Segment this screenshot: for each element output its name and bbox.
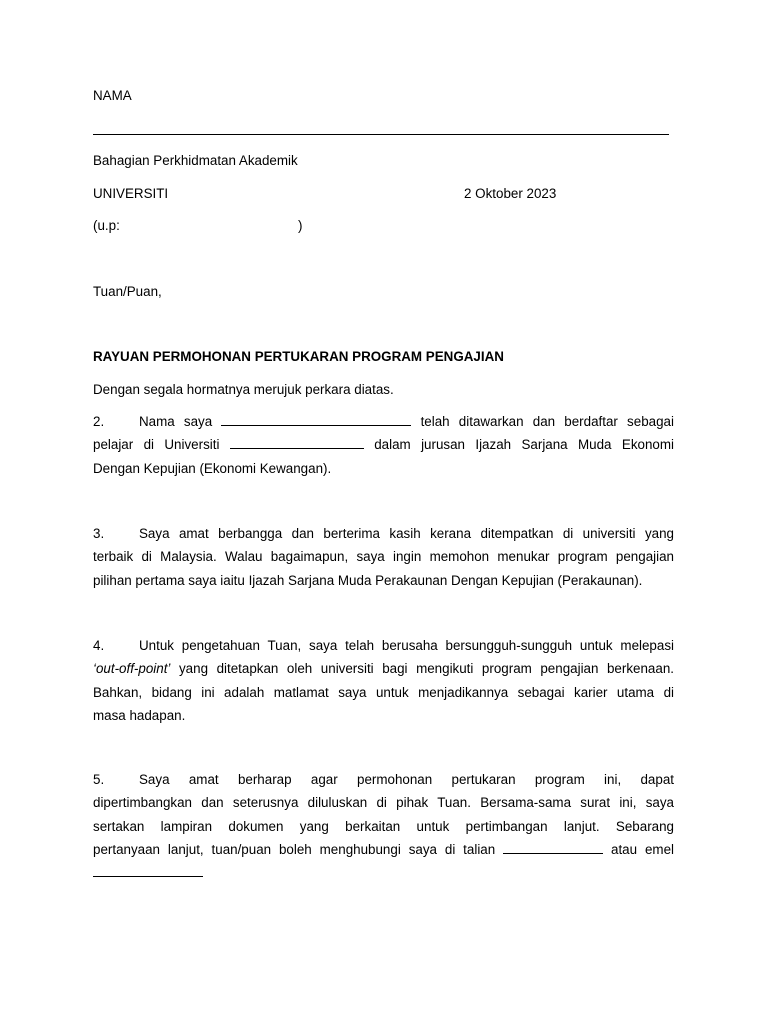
paragraph-4-line-4: masa hadapan. [93,707,186,723]
text-segment: atau emel [611,841,674,857]
text-segment: Saya amat berharap agar permohonan pertukaran program ini, dapat [139,772,674,787]
paragraph-3-line-2: terbaik di Malaysia. Walau bagaimapun, saya ingin memohon menukar program pengajian [93,549,674,565]
paragraph-number: 5. [93,772,105,787]
paragraph-5-line-5 [93,861,674,884]
attention-open: (u.p: [93,218,120,233]
letter-date: 2 Oktober 2023 [464,186,557,201]
text-segment: pertanyaan lanjut, tuan/puan boleh menghubungi saya di talian [93,841,496,857]
paragraph-5 [93,768,674,884]
opening-line: Dengan segala hormatnya merujuk perkara diatas. [93,382,394,397]
name-underline [93,134,669,135]
phone-blank [503,841,603,854]
paragraph-4-line-3: Bahkan, bidang ini adalah matlamat saya untuk menjadikannya sebagai karier utama di [93,684,674,700]
paragraph-5-line-3: sertakan lampiran dokumen yang berkaitan untuk pertimbangan lanjut. Sebarang [93,818,674,834]
salutation: Tuan/Puan, [93,284,162,299]
university-blank [230,436,364,449]
text-segment: Saya amat berbangga dan berterima kasih kerana ditempatkan di universiti yang [139,526,674,541]
italic-term: ‘out-off-point’ [93,661,171,677]
text-segment: pelajar di Universiti [93,437,220,453]
university-label: UNIVERSITI [93,186,169,201]
paragraph-5-line-1 [93,768,674,791]
name-blank [221,413,411,426]
name-label: NAMA [93,88,132,103]
attention-close: ) [298,218,303,233]
paragraph-4 [93,634,674,727]
letter-subject: RAYUAN PERMOHONAN PERTUKARAN PROGRAM PENGAJIAN [93,349,504,364]
paragraph-number: 4. [93,638,105,653]
text-segment: Nama saya [139,414,213,429]
paragraph-2-line-2 [93,433,674,456]
paragraph-3 [93,522,674,592]
department-name: Bahagian Perkhidmatan Akademik [93,153,298,168]
paragraph-5-line-4 [93,838,674,861]
text-segment: Untuk pengetahuan Tuan, saya telah berusaha bersungguh-sungguh untuk melepasi [139,638,674,653]
paragraph-4-line-2 [93,657,674,680]
text-segment: telah ditawarkan dan berdaftar sebagai [420,414,674,429]
paragraph-3-line-1 [93,522,674,545]
paragraph-4-line-1 [93,634,674,657]
text-segment: dalam jurusan Ijazah Sarjana Muda Ekonomi [374,437,674,453]
paragraph-number: 2. [93,414,105,429]
paragraph-number: 3. [93,526,105,541]
email-blank [93,864,203,877]
paragraph-5-line-2: dipertimbangkan dan seterusnya diluluskan di pihak Tuan. Bersama-sama surat ini, saya [93,795,674,811]
text-segment: yang ditetapkan oleh universiti bagi mengikuti program pengajian berkenaan. [170,661,674,677]
paragraph-3-line-3: pilihan pertama saya iaitu Ijazah Sarjana Muda Perakaunan Dengan Kepujian (Perakaunan). [93,572,643,588]
paragraph-2-line-1 [93,410,674,433]
paragraph-2-line-3: Dengan Kepujian (Ekonomi Kewangan). [93,460,332,476]
paragraph-2 [93,410,674,480]
